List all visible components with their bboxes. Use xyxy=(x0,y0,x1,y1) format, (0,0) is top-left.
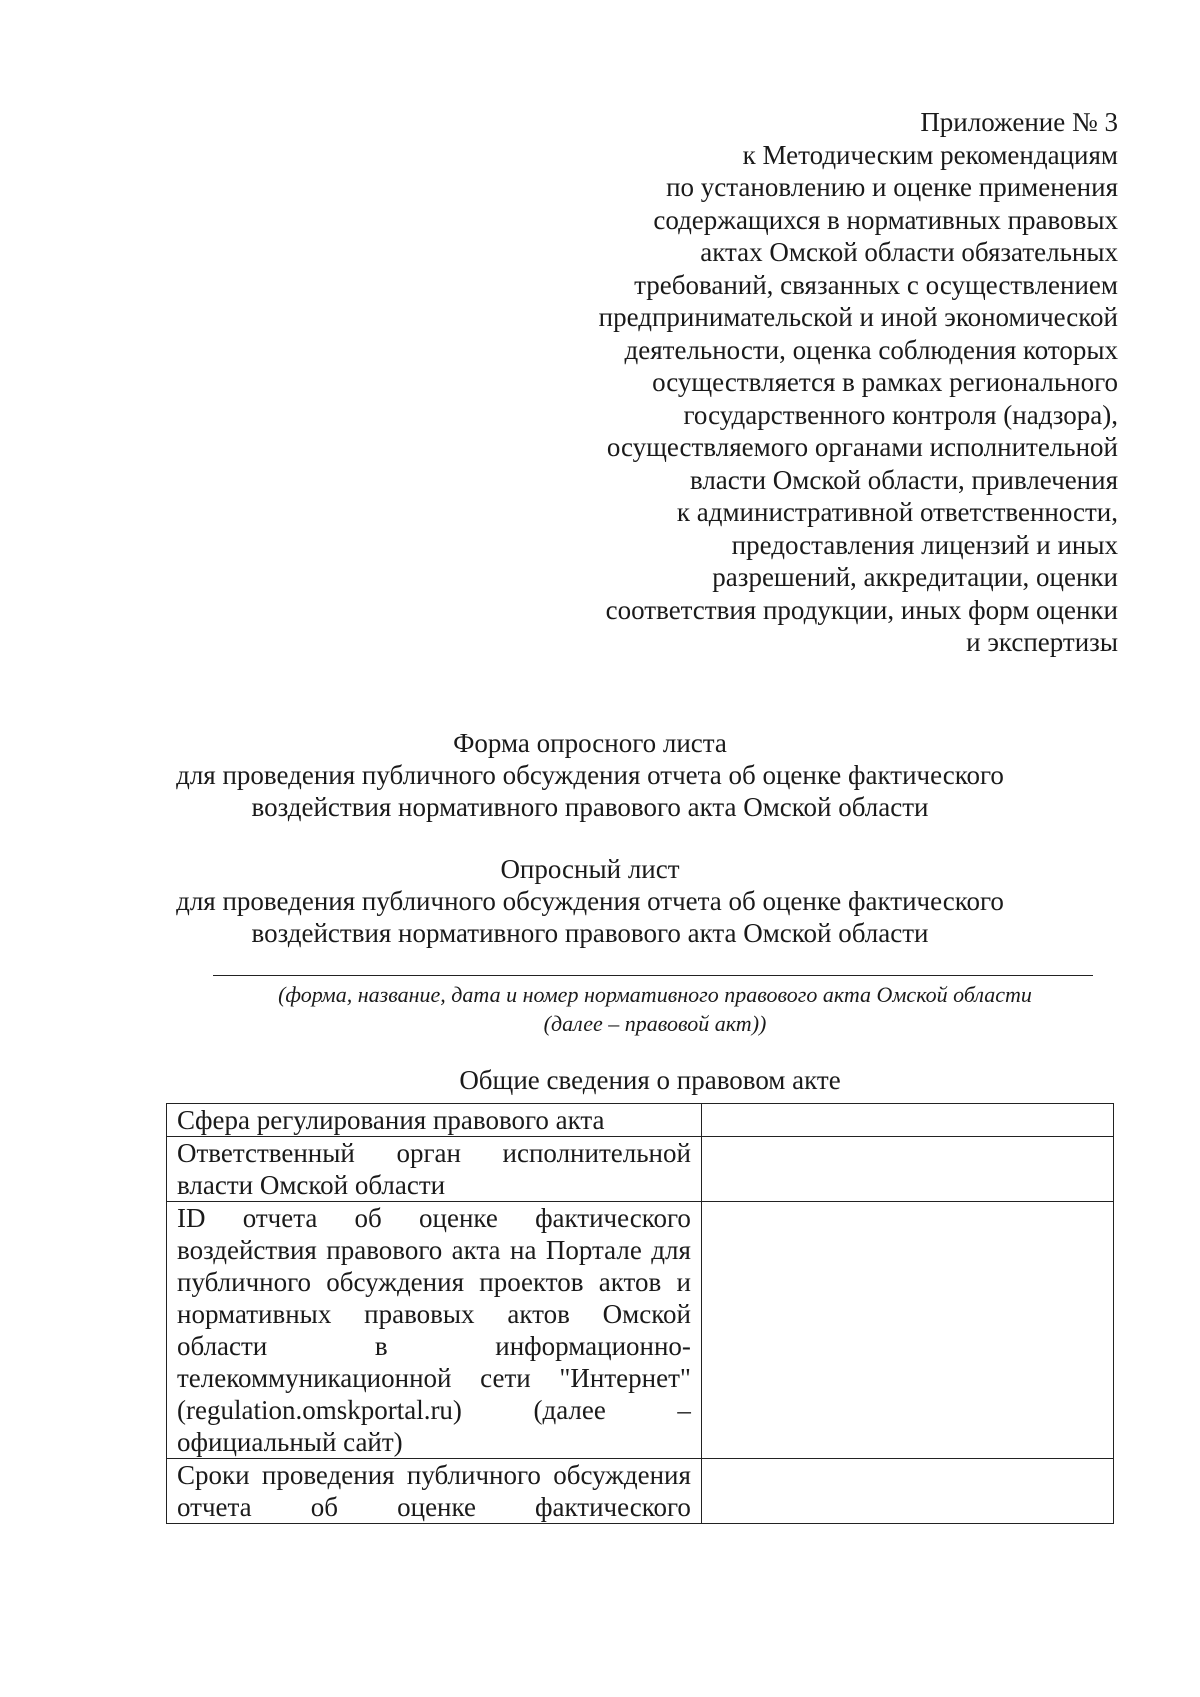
table-row xyxy=(167,1137,1114,1202)
appendix-line: по установлению и оценке применения xyxy=(666,172,1118,202)
appendix-line: предпринимательской и иной экономической xyxy=(598,302,1118,332)
row-label: ID отчета об оценке фактического воздействия правового акта на Портале для публичного обсуждения проектов актов и нормативных правовых актов Омской области в информационно-телекоммуникационной сети "Интернет" (regulation.omskportal.ru) (далее – официальный сайт) xyxy=(167,1202,702,1459)
table-row xyxy=(167,1459,1114,1524)
row-label: Сфера регулирования правового акта xyxy=(167,1104,702,1137)
table-row xyxy=(167,1202,1114,1459)
appendix-line: требований, связанных с осуществлением xyxy=(634,269,1118,300)
row-value-cell[interactable] xyxy=(701,1137,1113,1202)
form-title xyxy=(150,727,1030,823)
appendix-line: государственного контроля (надзора), xyxy=(683,399,1118,430)
appendix-line: содержащихся в нормативных правовых xyxy=(653,204,1118,235)
act-name-caption xyxy=(180,980,1130,1038)
form-title-line: Форма опросного листа xyxy=(453,728,727,758)
questionnaire-title-line: Опросный лист xyxy=(500,854,680,884)
row-label: Ответственный орган исполнительной власти Омской области xyxy=(167,1137,702,1202)
row-label: Сроки проведения публичного обсуждения отчета об оценке фактического xyxy=(167,1459,702,1524)
row-value-cell[interactable] xyxy=(701,1202,1113,1459)
appendix-header xyxy=(478,106,1118,659)
table-row xyxy=(167,1104,1114,1137)
questionnaire-title xyxy=(150,853,1030,949)
appendix-line: осуществляемого органами исполнительной xyxy=(606,432,1118,462)
appendix-line: к административной ответственности, xyxy=(676,497,1118,527)
act-name-field[interactable] xyxy=(213,975,1093,976)
appendix-line: Приложение № 3 xyxy=(920,107,1118,137)
act-name-caption-line: (форма, название, дата и номер нормативного правового акта Омской области xyxy=(278,982,1032,1007)
form-title-line: для проведения публичного обсуждения отчета об оценке фактического xyxy=(176,760,1004,790)
appendix-line: предоставления лицензий и иных xyxy=(731,529,1118,560)
form-title-line: воздействия нормативного правового акта Омской области xyxy=(251,792,929,822)
appendix-line: актах Омской области обязательных xyxy=(700,237,1118,267)
row-value-cell[interactable] xyxy=(701,1104,1113,1137)
appendix-line: к Методическим рекомендациям xyxy=(742,139,1118,170)
general-info-title: Общие сведения о правовом акте xyxy=(459,1065,841,1095)
appendix-line: разрешений, аккредитации, оценки xyxy=(712,562,1118,592)
questionnaire-title-line: воздействия нормативного правового акта Омской области xyxy=(251,918,929,948)
act-name-caption-line: (далее – правовой акт)) xyxy=(543,1011,767,1036)
general-info-table xyxy=(166,1103,1114,1524)
questionnaire-title-line: для проведения публичного обсуждения отчета об оценке фактического xyxy=(176,886,1004,916)
appendix-line: и экспертизы xyxy=(966,627,1118,657)
row-value-cell[interactable] xyxy=(701,1459,1113,1524)
appendix-line: соответствия продукции, иных форм оценки xyxy=(605,594,1118,625)
appendix-line: власти Омской области, привлечения xyxy=(689,464,1118,495)
appendix-line: осуществляется в рамках регионального xyxy=(652,367,1118,397)
appendix-line: деятельности, оценка соблюдения которых xyxy=(624,334,1118,365)
